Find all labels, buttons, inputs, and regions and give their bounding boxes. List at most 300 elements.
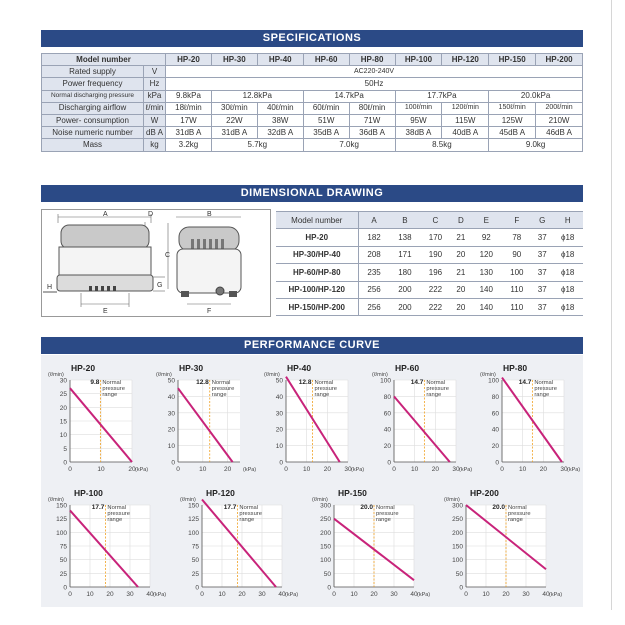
perf-chart-hp-40 <box>262 362 370 478</box>
spec-cell: 40ℓ/min <box>257 102 303 114</box>
y-tick-label: 100 <box>320 557 331 565</box>
specifications-header: SPECIFICATIONS <box>41 30 583 47</box>
spec-row <box>42 90 583 102</box>
x-tick-label: 40 <box>542 591 550 598</box>
y-tick-label: 100 <box>452 557 463 565</box>
spec-cell: 8.5kg <box>395 139 489 151</box>
perf-chart-title: HP-100 <box>74 488 103 498</box>
dim-cell: 100 <box>502 264 533 281</box>
perf-chart-title: HP-150 <box>338 488 367 498</box>
x-tick-label: 20 <box>238 591 246 598</box>
y-tick-label: 25 <box>59 391 67 399</box>
dim-cell: 140 <box>471 281 502 298</box>
perf-chart-title: HP-40 <box>287 363 312 373</box>
dim-header-cell: C <box>420 212 451 229</box>
normal-pressure-range-label: Normal pressure range <box>107 505 130 523</box>
dimensional-drawing-header: DIMENSIONAL DRAWING <box>41 185 583 202</box>
front-view-drawing <box>43 214 165 307</box>
y-tick-label: 20 <box>167 426 175 434</box>
x-axis-unit: (kPa) <box>567 467 581 473</box>
y-tick-label: 20 <box>59 404 67 412</box>
x-tick-label: 10 <box>350 591 358 598</box>
dim-header-cell: F <box>502 212 533 229</box>
x-axis-unit: (kPa) <box>243 467 257 473</box>
normal-pressure-range-label: Normal pressure range <box>508 505 531 523</box>
y-tick-label: 30 <box>59 377 67 385</box>
spec-row <box>42 66 583 78</box>
dim-label-e: E <box>103 308 108 315</box>
specifications-table <box>41 53 583 152</box>
dim-cell: ϕ18 <box>552 298 583 315</box>
perf-chart-title: HP-60 <box>395 363 420 373</box>
y-axis-unit: (ℓ/min) <box>444 497 460 503</box>
dim-cell: 37 <box>532 281 552 298</box>
dim-cell: 196 <box>420 264 451 281</box>
dim-cell: 208 <box>358 246 390 263</box>
spec-cell: 35dB A <box>303 127 349 139</box>
spec-cell: 20.0kPa <box>489 90 583 102</box>
spec-cell: 46dB A <box>536 127 583 139</box>
perf-chart-hp-30 <box>154 362 262 478</box>
spec-row-unit: dB A <box>144 127 166 139</box>
perf-chart-hp-100 <box>46 487 172 603</box>
x-tick-label: 10 <box>519 466 527 473</box>
dim-label-h: H <box>47 284 53 291</box>
y-tick-label: 100 <box>488 377 499 385</box>
x-axis-unit: (kPa) <box>135 467 149 473</box>
x-tick-label: 30 <box>390 591 398 598</box>
dim-cell: 130 <box>471 264 502 281</box>
dim-cell: 200 <box>390 298 421 315</box>
normal-pressure-value: 20.0 <box>360 504 373 511</box>
dim-cell: 138 <box>390 229 421 246</box>
normal-pressure-range-label: Normal pressure range <box>426 380 449 398</box>
y-tick-label: 15 <box>59 418 67 426</box>
spec-cell: 71W <box>349 114 395 126</box>
normal-pressure-value: 14.7 <box>518 379 532 386</box>
y-tick-label: 200 <box>452 529 463 537</box>
x-tick-label: 20 <box>502 591 510 598</box>
performance-curve-header: PERFORMANCE CURVE <box>41 337 583 354</box>
y-tick-label: 50 <box>167 377 175 385</box>
spec-cell: 200ℓ/min <box>536 102 583 114</box>
y-tick-label: 10 <box>167 443 175 451</box>
y-tick-label: 125 <box>188 516 199 524</box>
dim-cell: 235 <box>358 264 390 281</box>
x-tick-label: 40 <box>146 591 154 598</box>
spec-cell: 38dB A <box>395 127 442 139</box>
x-tick-label: 0 <box>200 591 204 598</box>
spec-cell: 7.0kg <box>303 139 395 151</box>
x-axis-unit: (kPa) <box>417 592 431 598</box>
dim-cell: 20 <box>451 281 471 298</box>
spec-cell: 5.7kg <box>211 139 303 151</box>
x-tick-label: 0 <box>392 466 396 473</box>
dim-row <box>276 229 583 246</box>
spec-cell: 36dB A <box>349 127 395 139</box>
spec-model-hp-100: HP-100 <box>395 54 442 66</box>
spec-row-unit: kg <box>144 139 166 151</box>
dim-cell: 200 <box>390 281 421 298</box>
spec-row-unit: W <box>144 114 166 126</box>
y-tick-label: 80 <box>383 393 391 401</box>
y-axis-unit: (ℓ/min) <box>264 372 280 378</box>
y-tick-label: 250 <box>320 516 331 524</box>
x-tick-label: 40 <box>278 591 286 598</box>
y-tick-label: 5 <box>63 445 67 453</box>
x-tick-label: 20 <box>539 466 547 473</box>
dim-cell: HP-60/HP-80 <box>276 264 358 281</box>
spec-model-hp-40: HP-40 <box>257 54 303 66</box>
dim-header-cell: D <box>451 212 471 229</box>
normal-pressure-range-label: Normal pressure range <box>314 380 338 398</box>
spec-cell: 210W <box>536 114 583 126</box>
dim-row <box>276 281 583 298</box>
perf-chart-title: HP-30 <box>179 363 204 373</box>
x-tick-label: 0 <box>68 466 72 473</box>
y-tick-label: 75 <box>191 543 199 551</box>
dim-header-cell: A <box>358 212 390 229</box>
x-tick-label: 30 <box>258 591 266 598</box>
spec-cell: 45dB A <box>489 127 536 139</box>
spec-row-label: Mass <box>42 139 144 151</box>
dim-cell: HP-100/HP-120 <box>276 281 358 298</box>
perf-chart-title: HP-80 <box>503 363 528 373</box>
dim-row <box>276 298 583 315</box>
x-tick-label: 40 <box>410 591 418 598</box>
spec-row <box>42 139 583 151</box>
plot-area <box>178 380 240 462</box>
dim-cell: 171 <box>390 246 421 263</box>
y-tick-label: 0 <box>279 459 283 467</box>
y-tick-label: 300 <box>452 502 463 510</box>
normal-pressure-value: 17.7 <box>223 504 237 511</box>
dim-cell: ϕ18 <box>552 246 583 263</box>
x-tick-label: 0 <box>500 466 504 473</box>
spec-cell: 18ℓ/min <box>166 102 212 114</box>
x-axis-unit: (kPa) <box>285 592 299 598</box>
x-tick-label: 0 <box>284 466 288 473</box>
dim-cell: 182 <box>358 229 390 246</box>
y-tick-label: 60 <box>491 410 499 418</box>
dim-header-cell: E <box>471 212 502 229</box>
dim-cell: 180 <box>390 264 421 281</box>
y-axis-unit: (ℓ/min) <box>48 497 64 503</box>
normal-pressure-value: 20.0 <box>492 504 505 511</box>
y-tick-label: 30 <box>167 410 175 418</box>
y-tick-label: 50 <box>191 557 199 565</box>
dim-label-b: B <box>207 211 212 218</box>
dim-cell: 21 <box>451 229 471 246</box>
normal-pressure-range-label: Normal pressure range <box>102 380 125 398</box>
x-tick-label: 30 <box>344 466 352 473</box>
y-tick-label: 80 <box>491 393 499 401</box>
x-tick-label: 10 <box>482 591 490 598</box>
spec-cell: 31dB A <box>166 127 212 139</box>
dim-cell: HP-20 <box>276 229 358 246</box>
spec-cell: 60ℓ/min <box>303 102 349 114</box>
dim-cell: 37 <box>532 229 552 246</box>
dim-cell: HP-150/HP-200 <box>276 298 358 315</box>
x-axis-unit: (kPa) <box>549 592 563 598</box>
spec-model-hp-150: HP-150 <box>489 54 536 66</box>
dim-cell: 140 <box>471 298 502 315</box>
spec-cell: 17.7kPa <box>395 90 489 102</box>
perf-chart-hp-120 <box>178 487 304 603</box>
normal-pressure-range-label: Normal pressure range <box>211 380 235 398</box>
x-axis-unit: (kPa) <box>459 467 473 473</box>
normal-pressure-value: 9.8 <box>90 379 100 386</box>
dim-label-f: F <box>207 308 212 315</box>
spec-row-label: Discharging airflow <box>42 102 144 114</box>
perf-chart-hp-80 <box>478 362 586 478</box>
spec-row-label: Power frequency <box>42 78 144 90</box>
normal-pressure-value: 17.7 <box>91 504 105 511</box>
spec-row <box>42 102 583 114</box>
y-tick-label: 50 <box>275 377 283 385</box>
dim-cell: ϕ18 <box>552 229 583 246</box>
x-tick-label: 10 <box>303 466 311 473</box>
y-tick-label: 10 <box>275 443 283 451</box>
y-tick-label: 150 <box>320 543 331 551</box>
normal-pressure-value: 12.8 <box>196 379 209 386</box>
y-tick-label: 200 <box>320 529 331 537</box>
spec-row-label: Power- consumption <box>42 114 144 126</box>
spec-cell: 40dB A <box>442 127 489 139</box>
dim-cell: 20 <box>451 246 471 263</box>
y-tick-label: 25 <box>191 570 199 578</box>
dim-cell: 90 <box>502 246 533 263</box>
dim-cell: 20 <box>451 298 471 315</box>
spec-cell: 51W <box>303 114 349 126</box>
y-axis-unit: (ℓ/min) <box>156 372 172 378</box>
x-tick-label: 10 <box>218 591 226 598</box>
y-tick-label: 0 <box>171 459 175 467</box>
x-axis-unit: (kPa) <box>351 467 365 473</box>
perf-chart-hp-150 <box>310 487 436 603</box>
spec-row-unit: V <box>144 66 166 78</box>
spec-cell: 80ℓ/min <box>349 102 395 114</box>
normal-pressure-range-label: Normal pressure range <box>239 505 262 523</box>
dim-header-cell: H <box>552 212 583 229</box>
y-axis-unit: (ℓ/min) <box>180 497 196 503</box>
spec-cell: 100ℓ/min <box>395 102 442 114</box>
dim-row <box>276 264 583 281</box>
dim-label-g: G <box>157 282 163 289</box>
dim-cell: HP-30/HP-40 <box>276 246 358 263</box>
side-view-drawing <box>168 217 241 304</box>
y-tick-label: 100 <box>380 377 391 385</box>
y-axis-unit: (ℓ/min) <box>312 497 328 503</box>
x-tick-label: 30 <box>522 591 530 598</box>
perf-chart-hp-60 <box>370 362 478 478</box>
spec-cell: 31dB A <box>211 127 257 139</box>
dim-cell: 92 <box>471 229 502 246</box>
spec-header-row <box>42 54 583 66</box>
normal-pressure-range-label: Normal pressure range <box>376 505 399 523</box>
y-tick-label: 40 <box>275 393 283 401</box>
x-tick-label: 10 <box>199 466 207 473</box>
dim-cell: 256 <box>358 298 390 315</box>
y-tick-label: 60 <box>383 410 391 418</box>
spec-model-hp-200: HP-200 <box>536 54 583 66</box>
x-tick-label: 30 <box>560 466 568 473</box>
spec-cell: 150ℓ/min <box>489 102 536 114</box>
dim-cell: 110 <box>502 298 533 315</box>
spec-model-hp-80: HP-80 <box>349 54 395 66</box>
spec-cell: 115W <box>442 114 489 126</box>
x-tick-label: 10 <box>97 466 105 473</box>
x-tick-label: 20 <box>370 591 378 598</box>
spec-cell: 32dB A <box>257 127 303 139</box>
spec-model-hp-20: HP-20 <box>166 54 212 66</box>
dim-cell: 110 <box>502 281 533 298</box>
dim-label-a: A <box>103 211 108 218</box>
y-tick-label: 30 <box>275 410 283 418</box>
spec-cell: 30ℓ/min <box>211 102 257 114</box>
dim-cell: 256 <box>358 281 390 298</box>
dim-cell: 222 <box>420 281 451 298</box>
dim-cell: 78 <box>502 229 533 246</box>
x-tick-label: 30 <box>452 466 460 473</box>
x-tick-label: 10 <box>411 466 419 473</box>
spec-model-hp-30: HP-30 <box>211 54 257 66</box>
spec-cell: 95W <box>395 114 442 126</box>
spec-cell: 22W <box>211 114 257 126</box>
y-tick-label: 0 <box>459 584 463 592</box>
y-tick-label: 0 <box>327 584 331 592</box>
x-tick-label: 0 <box>68 591 72 598</box>
spec-row-label: Noise numeric number <box>42 127 144 139</box>
dim-label-d: D <box>148 211 154 218</box>
spec-row-unit: ℓ/min <box>144 102 166 114</box>
spec-cell: 3.2kg <box>166 139 212 151</box>
y-tick-label: 50 <box>323 570 331 578</box>
y-tick-label: 0 <box>63 459 67 467</box>
spec-row-unit: kPa <box>144 90 166 102</box>
y-tick-label: 250 <box>452 516 463 524</box>
y-tick-label: 100 <box>56 529 67 537</box>
dim-cell: 120 <box>471 246 502 263</box>
dim-header-cell: G <box>532 212 552 229</box>
page-edge-line <box>611 0 612 610</box>
spec-cell: 12.8kPa <box>211 90 303 102</box>
dim-cell: 222 <box>420 298 451 315</box>
dimensions-table <box>276 211 583 316</box>
x-tick-label: 20 <box>106 591 114 598</box>
dim-cell: ϕ18 <box>552 281 583 298</box>
dim-header-cell: Model number <box>276 212 358 229</box>
dim-header-cell: B <box>390 212 421 229</box>
y-tick-label: 100 <box>188 529 199 537</box>
y-axis-unit: (ℓ/min) <box>48 372 64 378</box>
y-tick-label: 300 <box>320 502 331 510</box>
x-tick-label: 20 <box>223 466 232 473</box>
x-tick-label: 20 <box>323 466 331 473</box>
spec-cell: 120ℓ/min <box>442 102 489 114</box>
y-tick-label: 10 <box>59 432 67 440</box>
y-tick-label: 0 <box>495 459 499 467</box>
perf-chart-hp-200 <box>442 487 568 603</box>
x-tick-label: 20 <box>128 466 136 473</box>
spec-cell: 38W <box>257 114 303 126</box>
spec-row <box>42 114 583 126</box>
y-tick-label: 0 <box>63 584 67 592</box>
dim-cell: 21 <box>451 264 471 281</box>
y-axis-unit: (ℓ/min) <box>372 372 388 378</box>
x-tick-label: 20 <box>431 466 439 473</box>
spec-cell: 50Hz <box>166 78 583 90</box>
dim-cell: 190 <box>420 246 451 263</box>
y-tick-label: 40 <box>167 393 175 401</box>
spec-cell: 9.8kPa <box>166 90 212 102</box>
spec-model-hp-60: HP-60 <box>303 54 349 66</box>
dim-cell: 37 <box>532 298 552 315</box>
x-tick-label: 0 <box>332 591 336 598</box>
perf-chart-title: HP-20 <box>71 363 96 373</box>
y-tick-label: 20 <box>491 443 499 451</box>
normal-pressure-value: 14.7 <box>410 379 424 386</box>
x-tick-label: 0 <box>176 466 180 473</box>
y-tick-label: 150 <box>56 502 67 510</box>
x-tick-label: 0 <box>464 591 468 598</box>
y-tick-label: 25 <box>59 570 67 578</box>
normal-pressure-value: 12.8 <box>298 379 312 386</box>
spec-row-unit: Hz <box>144 78 166 90</box>
spec-cell: 14.7kPa <box>303 90 395 102</box>
spec-cell: 9.0kg <box>489 139 583 151</box>
x-tick-label: 10 <box>86 591 94 598</box>
spec-model-hp-120: HP-120 <box>442 54 489 66</box>
y-tick-label: 20 <box>275 426 283 434</box>
dim-label-c: C <box>165 252 171 259</box>
y-tick-label: 0 <box>387 459 391 467</box>
y-tick-label: 20 <box>383 443 391 451</box>
dimensional-drawing <box>41 209 271 317</box>
y-tick-label: 150 <box>452 543 463 551</box>
y-tick-label: 40 <box>383 426 391 434</box>
y-tick-label: 40 <box>491 426 499 434</box>
spec-model-label: Model number <box>42 54 166 66</box>
dim-cell: 37 <box>532 264 552 281</box>
spec-row <box>42 78 583 90</box>
plot-area <box>394 380 456 462</box>
perf-chart-title: HP-120 <box>206 488 235 498</box>
dim-row <box>276 246 583 263</box>
spec-row-label: Rated supply <box>42 66 144 78</box>
spec-cell: 125W <box>489 114 536 126</box>
normal-pressure-range-label: Normal pressure range <box>534 380 557 398</box>
spec-row-label: Normal discharging pressure <box>42 90 144 102</box>
y-tick-label: 125 <box>56 516 67 524</box>
y-tick-label: 50 <box>455 570 463 578</box>
dim-cell: 170 <box>420 229 451 246</box>
x-axis-unit: (kPa) <box>153 592 167 598</box>
spec-cell: AC220-240V <box>166 66 583 78</box>
y-tick-label: 75 <box>59 543 67 551</box>
spec-cell: 17W <box>166 114 212 126</box>
perf-chart-hp-20 <box>46 362 154 478</box>
y-tick-label: 150 <box>188 502 199 510</box>
dim-cell: ϕ18 <box>552 264 583 281</box>
dim-cell: 37 <box>532 246 552 263</box>
y-tick-label: 0 <box>195 584 199 592</box>
perf-chart-title: HP-200 <box>470 488 499 498</box>
x-tick-label: 30 <box>126 591 134 598</box>
y-axis-unit: (ℓ/min) <box>480 372 496 378</box>
spec-row <box>42 127 583 139</box>
dim-header-row <box>276 212 583 229</box>
